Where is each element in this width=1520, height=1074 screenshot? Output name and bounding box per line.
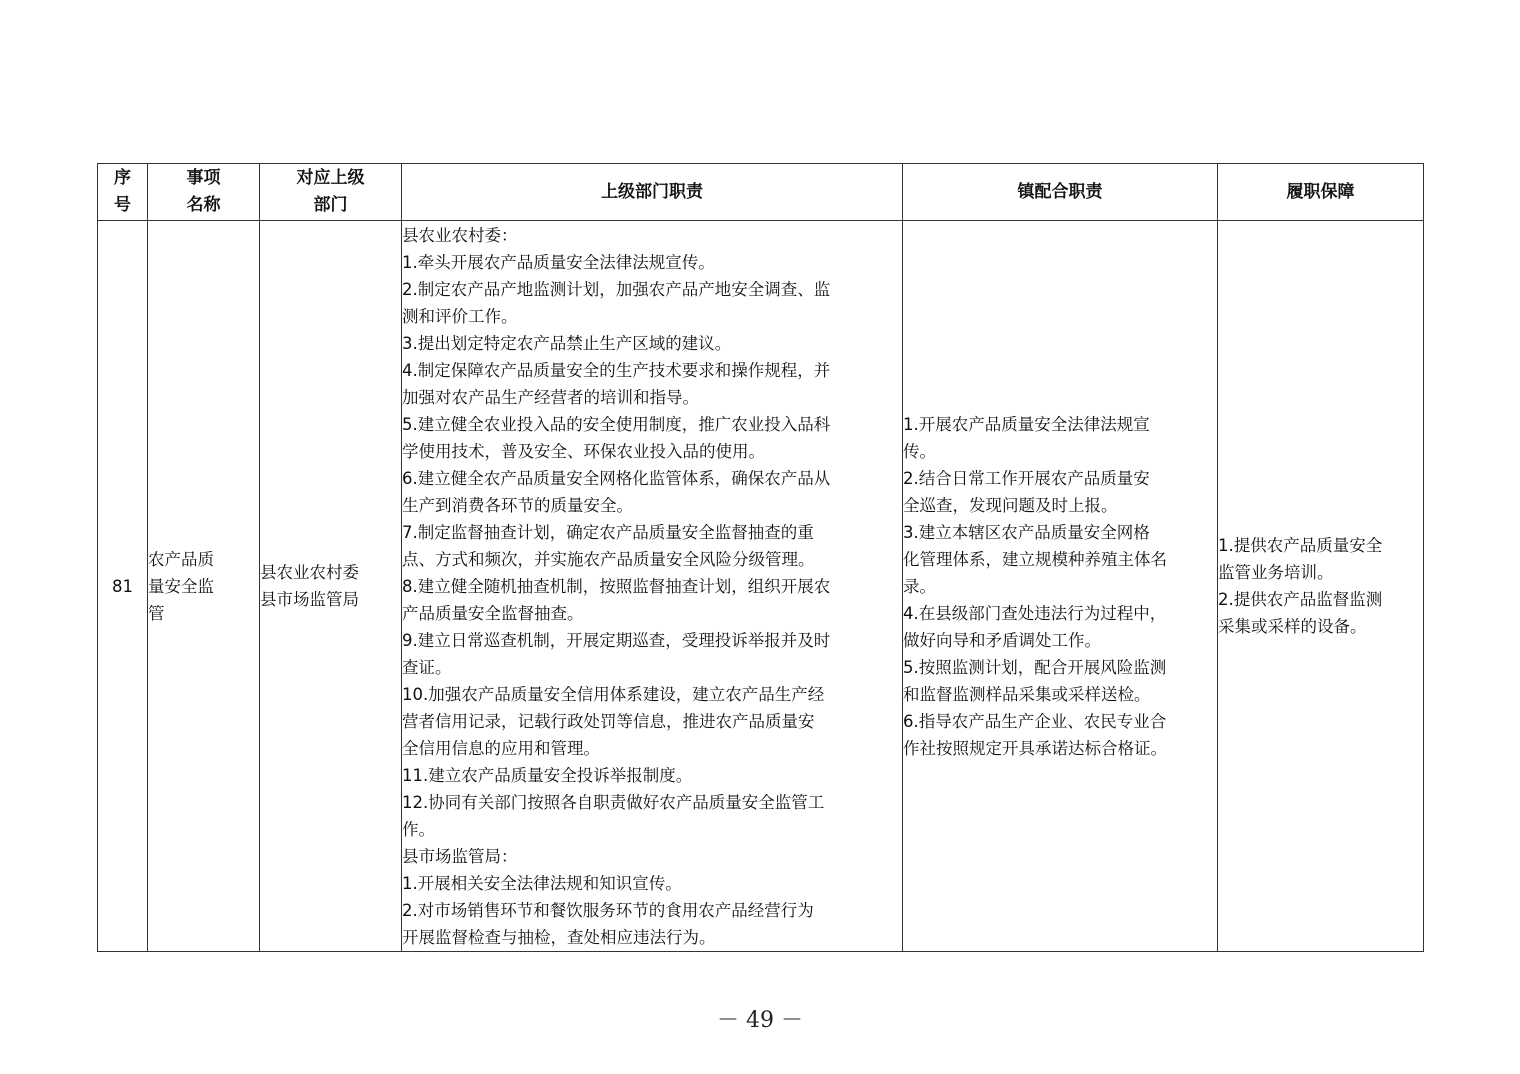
table-row [98,221,1424,952]
header-town-duties: 镇配合职责 [903,164,1218,221]
page-number: － 49 － [717,1008,803,1033]
cell-guarantee: 1.提供农产品质量安全 监管业务培训。 2.提供农产品监督监测 采集或采样的设备。 [1218,221,1424,952]
header-upper-duties: 上级部门职责 [402,164,903,221]
header-dept: 对应上级 部门 [260,164,402,221]
cell-item-name: 农产品质 量安全监 管 [148,221,260,952]
cell-no: 81 [98,221,148,952]
duty-table [97,163,1424,952]
header-guarantee: 履职保障 [1218,164,1424,221]
header-name: 事项 名称 [148,164,260,221]
cell-town-duties: 1.开展农产品质量安全法律法规宣 传。 2.结合日常工作开展农产品质量安 全巡查，发现问题及时上报。 3.建立本辖区农产品质量安全网格 化管理体系，建立规模种养殖主体名 录。 4.在县级部门查处违法行为过程中， 做好向导和矛盾调处工作。 5.按照监测计划，配合开展风险监测 和监督监测样品采集或采样送检。 6.指导农产品生产企业、农民专业合 作社按照规定开具承诺达标合格证。 [903,221,1218,952]
header-row [98,164,1424,221]
cell-dept: 县农业农村委 县市场监管局 [260,221,402,952]
header-no: 序 号 [98,164,148,221]
cell-upper-duties: 县农业农村委： 1.牵头开展农产品质量安全法律法规宣传。 2.制定农产品产地监测计划，加强农产品产地安全调查、监 测和评价工作。 3.提出划定特定农产品禁止生产区域的建议。 4.制定保障农产品质量安全的生产技术要求和操作规程，并 加强对农产品生产经营者的培训和指导。 5.建立健全农业投入品的安全使用制度，推广农业投入品科 学使用技术，普及安全、环保农业投入品的使用。 6.建立健全农产品质量安全网格化监管体系，确保农产品从 生产到消费各环节的质量安全。 7.制定监督抽查计划，确定农产品质量安全监督抽查的重 点、方式和频次，并实施农产品质量安全风险分级管理。 8.建立健全随机抽查机制，按照监督抽查计划，组织开展农 产品质量安全监督抽查。 9.建立日常巡查机制，开展定期巡查，受理投诉举报并及时 查证。 10.加强农产品质量安全信用体系建设，建立农产品生产经 营者信用记录，记载行政处罚等信息，推进农产品质量安 全信用信息的应用和管理。 11.建立农产品质量安全投诉举报制度。 12.协同有关部门按照各自职责做好农产品质量安全监管工 作。 县市场监管局： 1.开展相关安全法律法规和知识宣传。 2.对市场销售环节和餐饮服务环节的食用农产品经营行为 开展监督检查与抽检，查处相应违法行为。 [402,221,903,952]
